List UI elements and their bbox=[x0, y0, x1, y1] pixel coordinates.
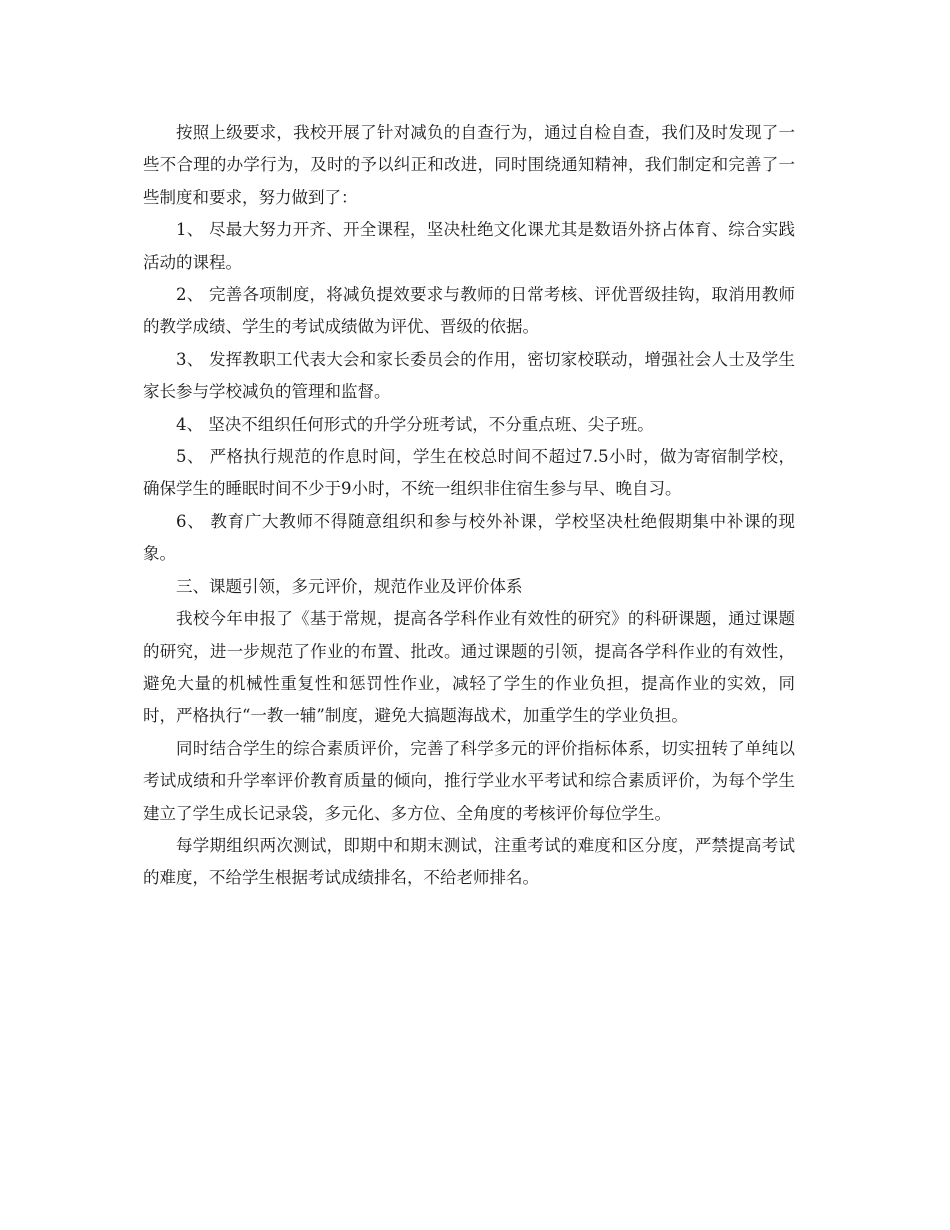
list-item-4: 4、 坚决不组织任何形式的升学分班考试，不分重点班、尖子班。 bbox=[176, 414, 654, 434]
section-heading: 三、课题引领，多元评价，规范作业及评价体系 bbox=[176, 576, 523, 596]
testing-paragraph: 每学期组织两次测试，即期中和期末测试，注重考试的难度和区分度，严禁提高考试的难度，不给学生根据考试成绩排名，不给老师排名。 bbox=[143, 835, 795, 888]
intro-paragraph: 按照上级要求，我校开展了针对减负的自查行为，通过自检自查，我们及时发现了一些不合理的办学行为，及时的予以纠正和改进，同时围绕通知精神，我们制定和完善了一些制度和要求，努力做到了： bbox=[143, 123, 795, 207]
list-item-5: 5、 严格执行规范的作息时间，学生在校总时间不超过7.5小时，做为寄宿制学校，确保学生的睡眠时间不少于9小时，不统一组织非住宿生参与早、晚自习。 bbox=[143, 447, 795, 499]
document-body bbox=[143, 117, 795, 895]
list-item-3: 3、 发挥教职工代表大会和家长委员会的作用，密切家校联动，增强社会人士及学生家长参与学校减负的管理和监督。 bbox=[143, 349, 795, 402]
list-item-2: 2、 完善各项制度，将减负提效要求与教师的日常考核、评优晋级挂钩，取消用教师的教学成绩、学生的考试成绩做为评优、晋级的依据。 bbox=[143, 285, 795, 337]
list-item-6: 6、 教育广大教师不得随意组织和参与校外补课，学校坚决杜绝假期集中补课的现象。 bbox=[143, 511, 795, 564]
list-item-1: 1、 尽最大努力开齐、开全课程，坚决杜绝文化课尤其是数语外挤占体育、综合实践活动的课程。 bbox=[143, 220, 795, 272]
evaluation-paragraph: 同时结合学生的综合素质评价，完善了科学多元的评价指标体系，切实扭转了单纯以考试成绩和升学率评价教育质量的倾向，推行学业水平考试和综合素质评价，为每个学生建立了学生成长记录袋，多元化、多方位、全角度的考核评价每位学生。 bbox=[143, 738, 795, 823]
research-paragraph: 我校今年申报了《基于常规，提高各学科作业有效性的研究》的科研课题，通过课题的研究，进一步规范了作业的布置、批改。通过课题的引领，提高各学科作业的有效性，避免大量的机械性重复性和惩罚性作业，减轻了学生的作业负担，提高作业的实效，同时，严格执行“一教一辅”制度，避免大搞题海战术，加重学生的学业负担。 bbox=[143, 609, 795, 726]
